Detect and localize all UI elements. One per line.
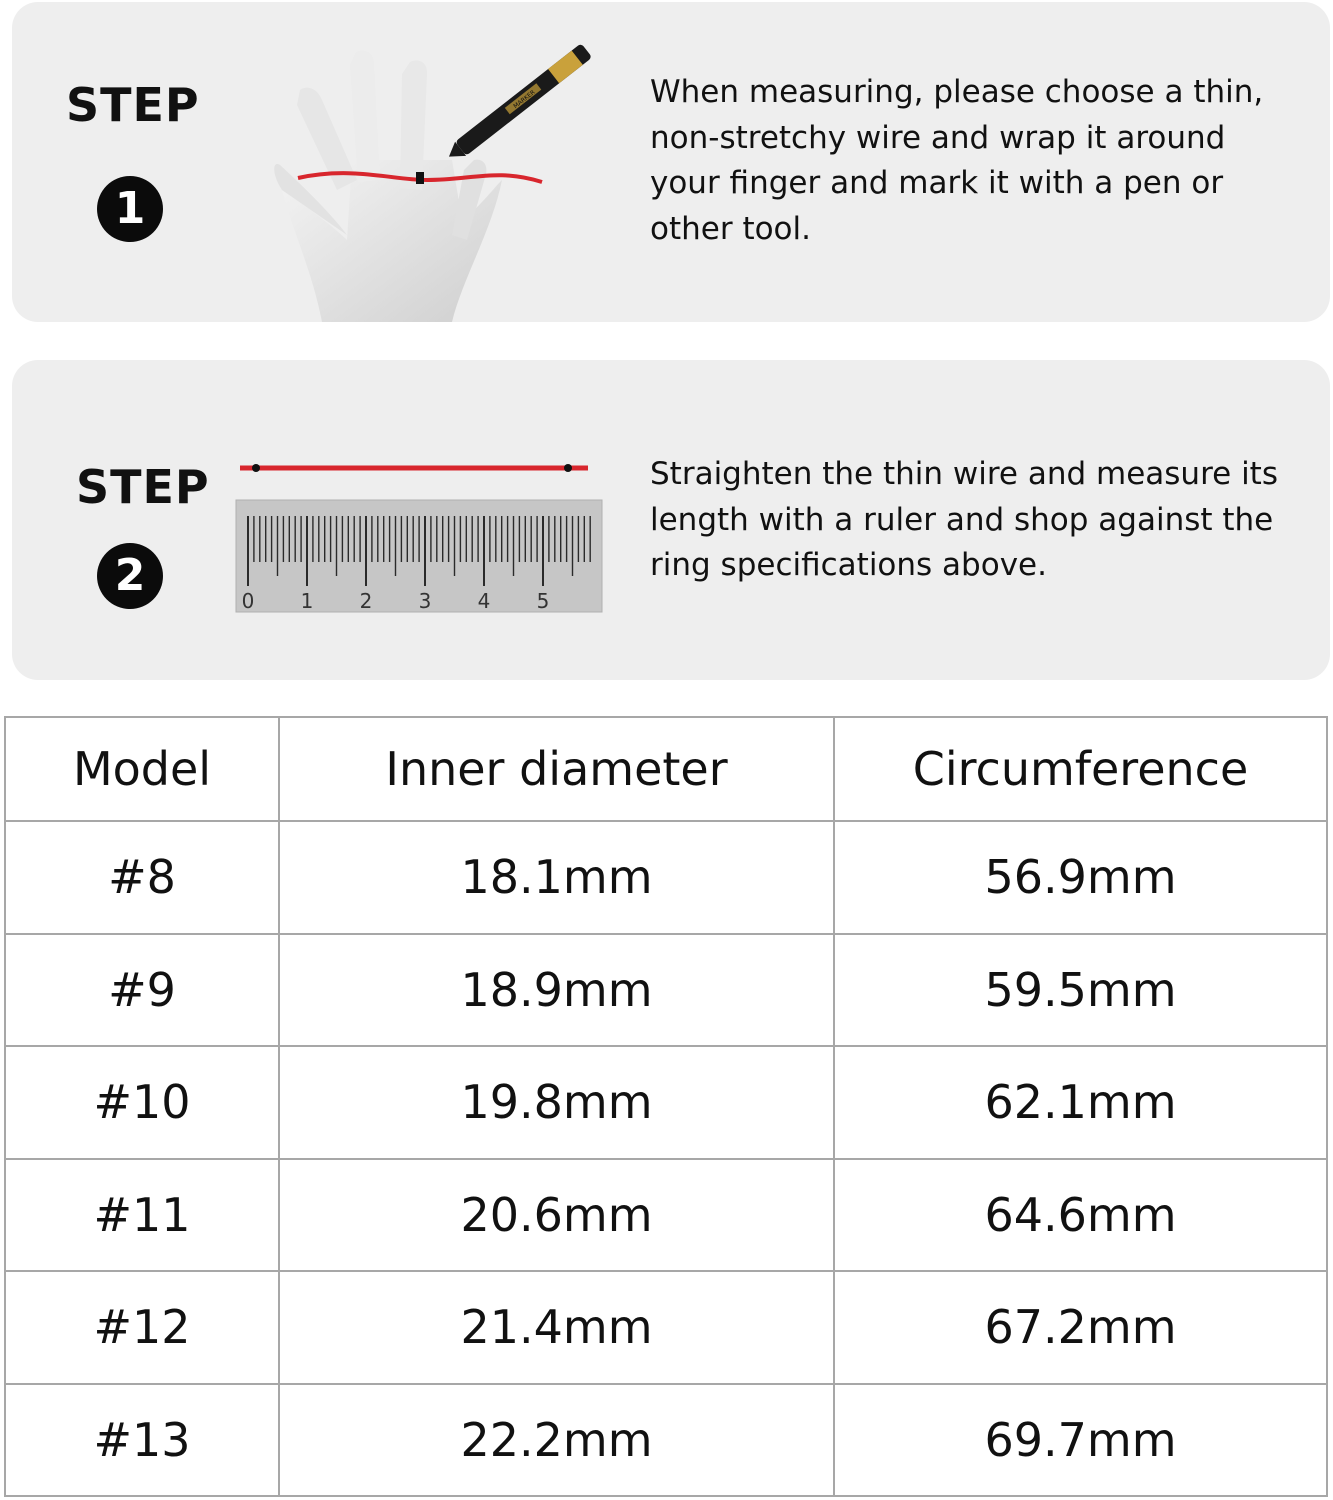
circumference-cell: 59.5mm xyxy=(834,934,1327,1047)
ruler-tick-label: 0 xyxy=(241,589,255,613)
header-circumference: Circumference xyxy=(834,717,1327,821)
model-cell: #10 xyxy=(5,1046,279,1159)
inner-diameter-cell: 18.9mm xyxy=(279,934,834,1047)
circumference-cell: 69.7mm xyxy=(834,1384,1327,1497)
step-2-label: STEP xyxy=(76,460,210,514)
ruler-tick-label: 2 xyxy=(359,589,373,613)
wire-and-ruler-icon xyxy=(232,456,604,616)
step-2-number-badge: 2 xyxy=(97,543,163,609)
step-2-card xyxy=(12,360,1330,680)
ruler-tick-label: 5 xyxy=(536,589,550,613)
model-cell: #8 xyxy=(5,821,279,934)
inner-diameter-cell: 19.8mm xyxy=(279,1046,834,1159)
step-1-card xyxy=(12,2,1330,322)
step-2-instructions: Straighten the thin wire and measure its length with a ruler and shop against the ring specifications above. xyxy=(650,456,1278,583)
ruler-tick-label: 1 xyxy=(300,589,314,613)
step-1-label: STEP xyxy=(66,78,200,132)
table-header-row xyxy=(5,717,1327,821)
step-1-number-badge: 1 xyxy=(97,176,163,242)
ring-size-table xyxy=(4,716,1328,1497)
model-cell: #11 xyxy=(5,1159,279,1272)
table-row xyxy=(5,934,1327,1047)
table-row xyxy=(5,1271,1327,1384)
marker-label: MARKER xyxy=(512,88,537,111)
table-row xyxy=(5,1159,1327,1272)
circumference-cell: 56.9mm xyxy=(834,821,1327,934)
model-cell: #13 xyxy=(5,1384,279,1497)
circumference-cell: 64.6mm xyxy=(834,1159,1327,1272)
table-row xyxy=(5,821,1327,934)
header-model: Model xyxy=(5,717,279,821)
model-cell: #12 xyxy=(5,1271,279,1384)
ruler-tick-label: 4 xyxy=(477,589,491,613)
circumference-cell: 62.1mm xyxy=(834,1046,1327,1159)
circumference-cell: 67.2mm xyxy=(834,1271,1327,1384)
inner-diameter-cell: 20.6mm xyxy=(279,1159,834,1272)
inner-diameter-cell: 21.4mm xyxy=(279,1271,834,1384)
table-row xyxy=(5,1384,1327,1497)
header-inner-diameter: Inner diameter xyxy=(279,717,834,821)
ruler-tick-label: 3 xyxy=(418,589,432,613)
table-row xyxy=(5,1046,1327,1159)
step-1-instructions: When measuring, please choose a thin, non-stretchy wire and wrap it around your finger and mark it with a pen or other tool. xyxy=(650,74,1264,247)
model-cell: #9 xyxy=(5,934,279,1047)
inner-diameter-cell: 18.1mm xyxy=(279,821,834,934)
inner-diameter-cell: 22.2mm xyxy=(279,1384,834,1497)
hand-with-wire-and-marker-icon xyxy=(252,40,632,322)
